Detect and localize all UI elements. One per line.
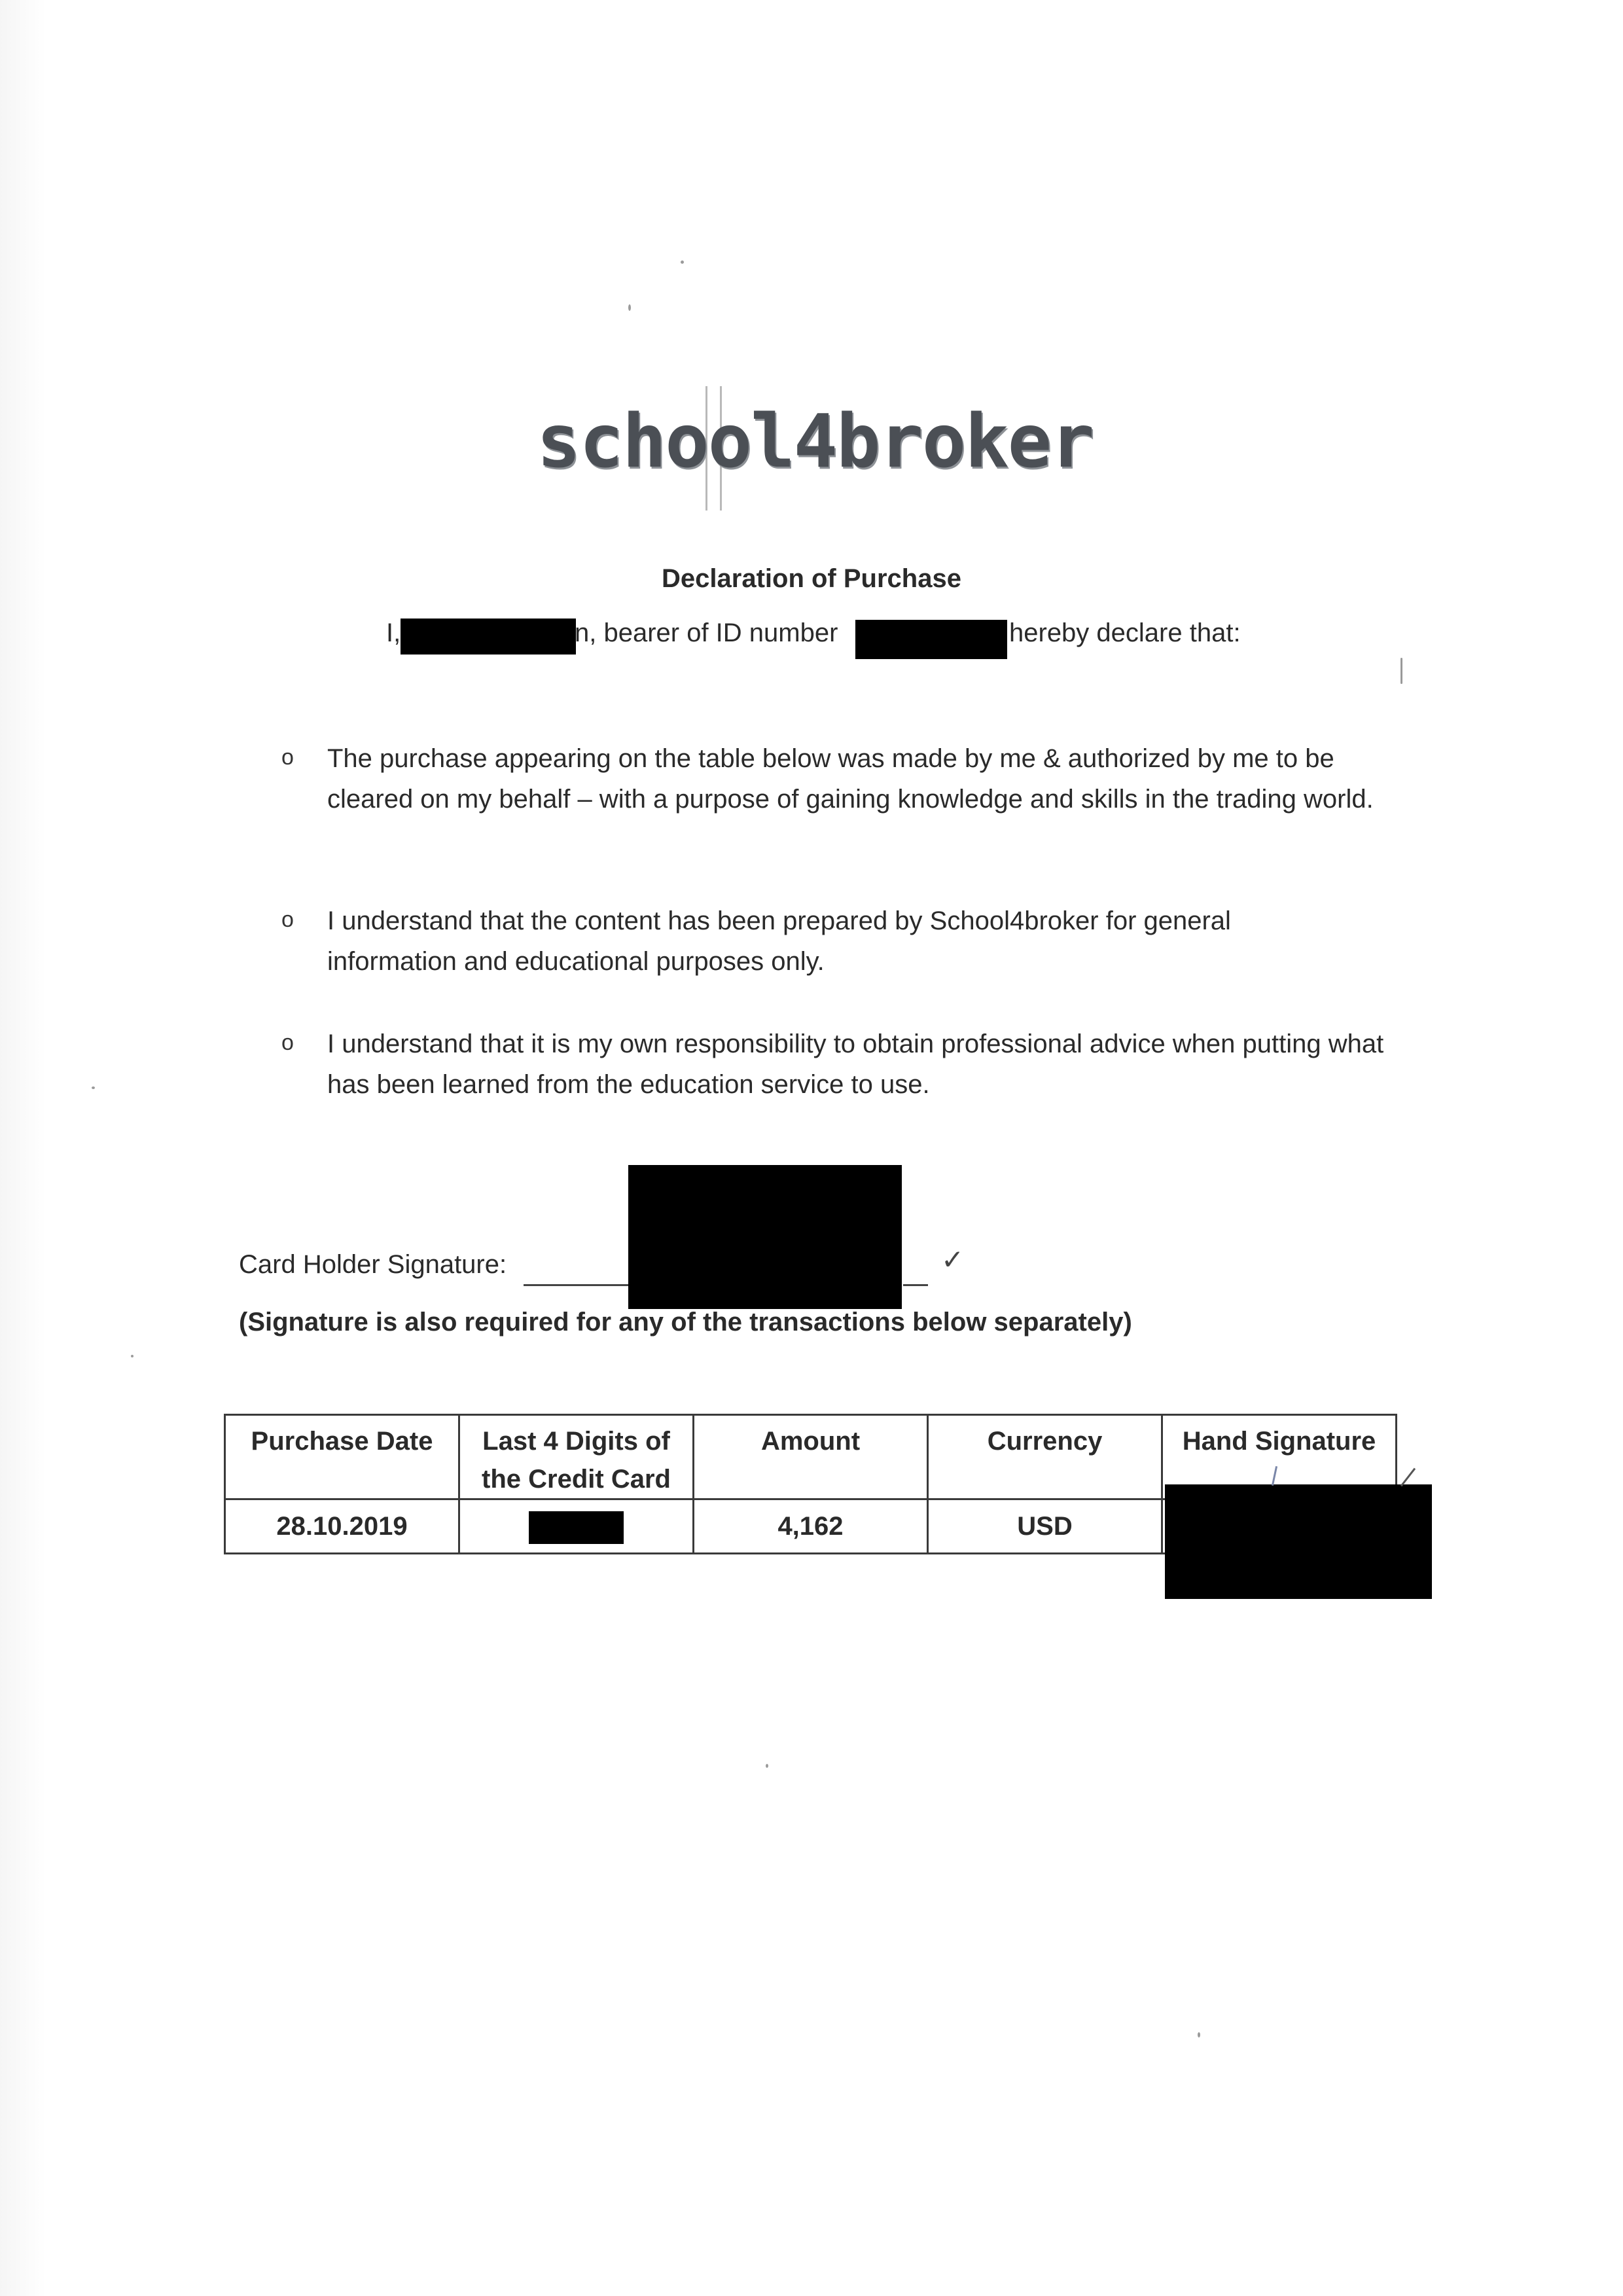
- scan-edge-shadow: [0, 0, 46, 2296]
- bullet-text-educational-purposes: I understand that the content has been prepared by School4broker for general information and educational purposes only.: [327, 906, 1231, 976]
- signature-redaction: [628, 1165, 902, 1309]
- scan-speck: [131, 1355, 134, 1357]
- signature-requirement-note: (Signature is also required for any of the transactions below separately): [239, 1308, 1132, 1336]
- card-holder-signature-label: Card Holder Signature:: [239, 1250, 507, 1279]
- school4broker-logo: [537, 386, 1113, 517]
- signature-underline: [903, 1284, 928, 1286]
- scan-speck: [92, 1086, 95, 1089]
- bullet-marker: o: [281, 907, 294, 932]
- bullet-text-purchase-authorization: The purchase appearing on the table below was made by me & authorized by me to be cleared on my behalf – with a purpose of gaining knowledge and skills in the trading world.: [327, 744, 1374, 814]
- cell-card-digits: [459, 1499, 694, 1554]
- id-number-redaction: [855, 620, 1007, 659]
- header-last4-line2: the Credit Card: [482, 1465, 671, 1494]
- scan-speck: [1198, 2032, 1200, 2037]
- check-mark-icon: ✓: [941, 1244, 965, 1275]
- bullet-marker: o: [281, 1030, 294, 1055]
- header-hand-signature: Hand Signature: [1162, 1415, 1397, 1499]
- scan-speck: [766, 1764, 768, 1768]
- declaration-suffix: hereby declare that:: [1009, 619, 1241, 647]
- logo-wordmark: school4broker: [537, 399, 1094, 484]
- header-last-4-digits: [459, 1415, 694, 1499]
- hand-signature-redaction: [1165, 1484, 1432, 1599]
- scan-speck: [681, 260, 684, 264]
- bullet-marker: o: [281, 745, 294, 770]
- cell-amount: 4,162: [694, 1499, 928, 1554]
- bullet-text-professional-advice: I understand that it is my own responsibility to obtain professional advice when putting what has been learned from the education service to use.: [327, 1030, 1384, 1099]
- header-amount: Amount: [694, 1415, 928, 1499]
- cell-currency: USD: [928, 1499, 1162, 1554]
- header-currency: Currency: [928, 1415, 1162, 1499]
- header-last4-line1: Last 4 Digits of: [482, 1427, 670, 1456]
- card-digits-redaction: [529, 1511, 624, 1544]
- cell-purchase-date: 28.10.2019: [225, 1499, 459, 1554]
- signature-underline: [524, 1284, 628, 1286]
- declaration-prefix: I,: [386, 619, 401, 647]
- declaration-name-tail: n, bearer of ID number: [575, 619, 838, 647]
- header-purchase-date: Purchase Date: [225, 1415, 459, 1499]
- document-title: Declaration of Purchase: [662, 564, 961, 593]
- scan-speck: [628, 304, 631, 311]
- name-redaction: [401, 619, 576, 655]
- scan-speck: [1400, 658, 1402, 684]
